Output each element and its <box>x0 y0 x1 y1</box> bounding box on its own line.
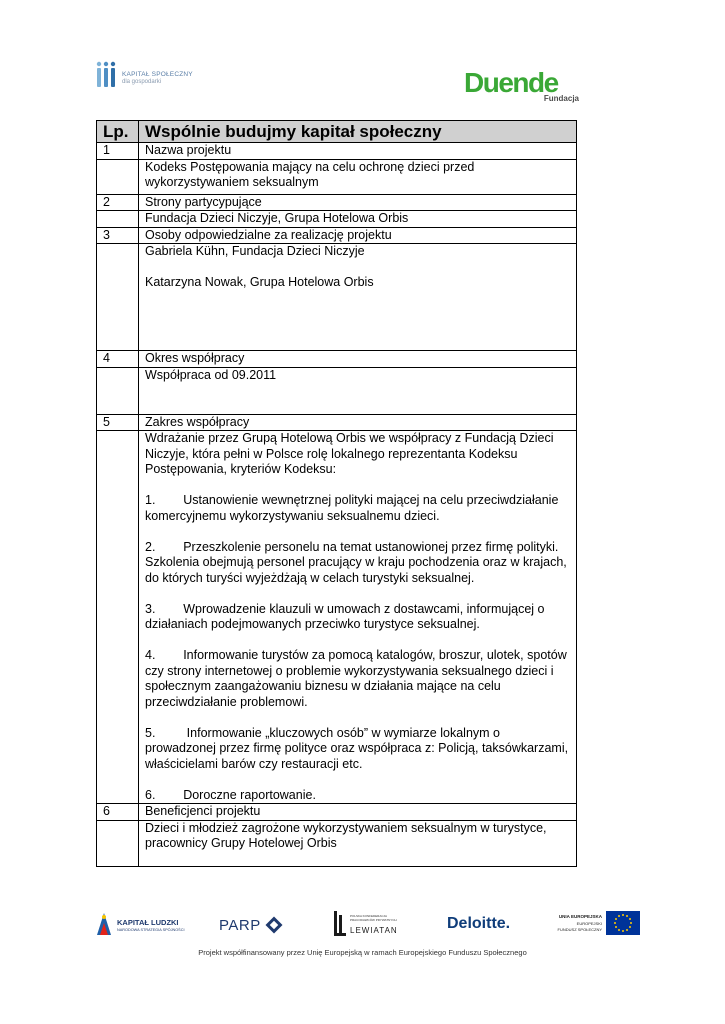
eu-line2: EUROPEJSKI <box>576 921 602 926</box>
content-line: Katarzyna Nowak, Grupa Hotelowa Orbis <box>145 275 374 289</box>
row-label: Nazwa projektu <box>139 143 577 160</box>
content-line: Kodeks Postępowania mający na celu ochronę dzieci przed <box>145 159 475 174</box>
row-number: 6 <box>97 804 139 821</box>
parp-logo-text: PARP <box>219 917 261 934</box>
row-number: 4 <box>97 351 139 368</box>
eu-line3: FUNDUSZ SPOŁECZNY <box>557 927 602 932</box>
table-row-content <box>97 211 577 228</box>
row-number: 1 <box>97 143 139 160</box>
table-row <box>97 414 577 431</box>
content-paragraph: 6. Doroczne raportowanie. <box>145 787 316 802</box>
row-content: Fundacja Dzieci Niczyje, Grupa Hotelowa Orbis <box>139 211 577 228</box>
duende-logo-sub: Fundacja <box>543 94 579 103</box>
table-row <box>97 194 577 211</box>
lewiatan-logo <box>333 911 413 941</box>
kapital-people-icon <box>96 60 120 88</box>
table-row <box>97 351 577 368</box>
row-content <box>139 431 577 804</box>
eu-flag-icon <box>606 911 640 935</box>
row-content: Dzieci i młodzież zagrożone wykorzystywaniem seksualnym w turystyce, pracownicy Grupy Hotelowej Orbis <box>139 820 577 866</box>
deloitte-logo <box>447 915 527 939</box>
content-line: wykorzystywaniem seksualnym <box>145 175 319 189</box>
row-number: 3 <box>97 227 139 244</box>
eu-line1: UNIA EUROPEJSKA <box>558 914 602 919</box>
kapital-logo-subtitle: dla gospodarki <box>122 79 162 85</box>
deloitte-logo-text: Deloitte. <box>447 915 511 932</box>
kapital-ludzki-logo <box>95 911 190 941</box>
row-number: 5 <box>97 414 139 431</box>
content-paragraph: 2. Przeszkolenie personelu na temat ustanowionej przez firmę polityki. Szkolenia obejmują personel pracujący w kraju pochodzenia oraz w krajach, do których turyści wyjeżdżają w celach turystyki seksualnej. <box>145 539 567 585</box>
content-paragraph: 4. Informowanie turystów za pomocą katalogów, broszur, ulotek, spotów czy strony internetowej o problemie wykorzystywania seksualnego dzieci i społecznym zaangażowaniu biznesu w działania mające na celu przeciwdziałanie problemowi. <box>145 648 567 709</box>
col-header-title: Wspólnie budujmy kapitał społeczny <box>139 121 577 143</box>
table-header-row <box>97 121 577 143</box>
col-header-lp: Lp. <box>97 121 139 143</box>
table-row-content <box>97 367 577 414</box>
row-label: Beneficjenci projektu <box>139 804 577 821</box>
cofinancing-note: Projekt współfinansowany przez Unię Europejską w ramach Europejskiego Funduszu Społecznego <box>198 948 527 957</box>
row-content <box>139 244 577 351</box>
kapital-ludzki-title: KAPITAŁ LUDZKI <box>117 918 179 927</box>
kapital-ludzki-subtitle: NARODOWA STRATEGIA SPÓJNOŚCI <box>117 928 185 932</box>
content-paragraph: 5. Informowanie „kluczowych osób” w wymiarze lokalnym o prowadzonej przez firmę polityce oraz współpraca z: Policją, taksówkarzami, właścicielami barów czy restauracji etc. <box>145 725 569 771</box>
table-row <box>97 804 577 821</box>
row-label: Strony partycypujące <box>139 194 577 211</box>
eu-efs-logo <box>550 911 640 941</box>
row-label: Zakres współpracy <box>139 414 577 431</box>
row-number: 2 <box>97 194 139 211</box>
parp-mark-icon <box>264 915 284 935</box>
lewiatan-small-text: POLSKA KONFEDERACJA PRACODAWCÓW PRYWATNYCH <box>350 914 397 922</box>
content-line: Gabriela Kühn, Fundacja Dzieci Niczyje <box>145 244 365 258</box>
table-row <box>97 143 577 160</box>
lewiatan-mark-icon <box>333 911 347 937</box>
row-content: Współpraca od 09.2011 <box>139 367 577 414</box>
table-row-content <box>97 159 577 194</box>
table-row-content <box>97 431 577 804</box>
parp-logo <box>219 915 289 939</box>
row-label: Osoby odpowiedzialne za realizację projektu <box>139 227 577 244</box>
content-paragraph: 1. Ustanowienie wewnętrznej polityki mającej na celu przeciwdziałanie komercyjnemu wykorzystywaniu seksualnemu dzieci. <box>145 493 559 523</box>
duende-logo <box>464 68 579 108</box>
table-row-content <box>97 244 577 351</box>
content-paragraph: 3. Wprowadzenie klauzuli w umowach z dostawcami, informującej o działaniach podejmowanych przeciwko turystyce seksualnej. <box>145 601 545 631</box>
duende-logo-name: Duende <box>464 67 558 98</box>
lewiatan-text: LEWIATAN <box>350 926 398 935</box>
row-content <box>139 159 577 194</box>
kapital-logo-title: KAPITAŁ SPOŁECZNY <box>122 71 193 78</box>
project-table <box>96 120 577 867</box>
table-row <box>97 227 577 244</box>
kapital-spoleczny-logo <box>96 60 206 90</box>
content-paragraph: Wdrażanie przez Grupą Hotelową Orbis we współpracy z Fundacją Dzieci Niczyje, która pełni w Polsce rolę lokalnego reprezentanta Kodeksu Postępowania, kryteriów Kodeksu: <box>145 431 554 476</box>
kapital-ludzki-icon <box>95 911 113 937</box>
table-row-content <box>97 820 577 866</box>
row-label: Okres współpracy <box>139 351 577 368</box>
